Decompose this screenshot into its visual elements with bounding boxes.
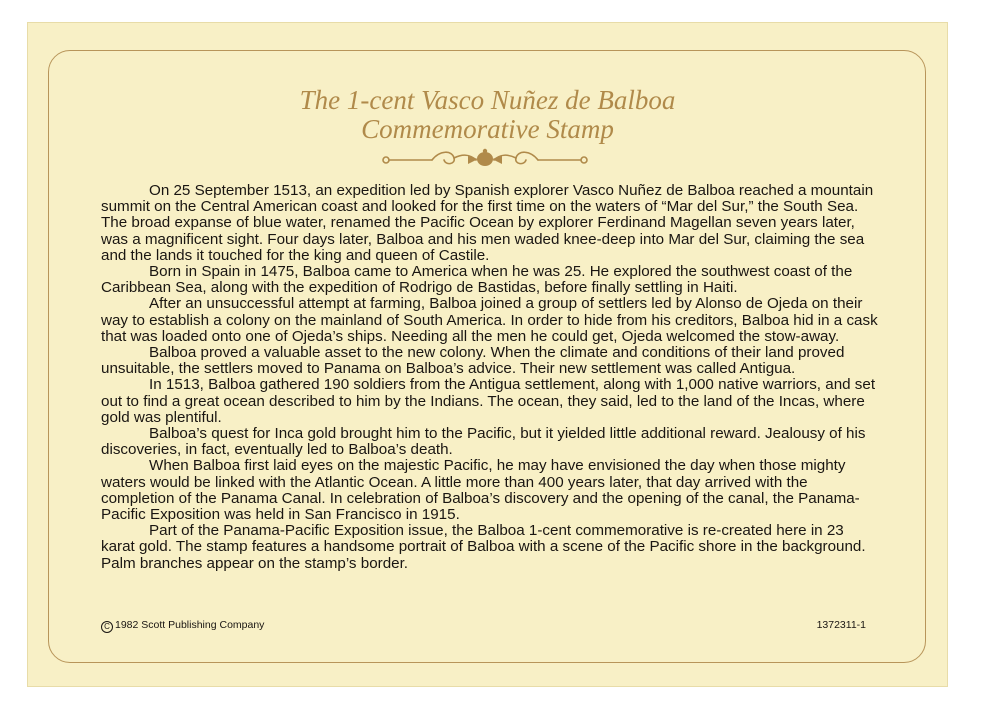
title-line-1: The 1-cent Vasco Nuñez de Balboa [299,85,676,115]
paragraph: Born in Spain in 1475, Balboa came to America when he was 25. He explored the southwest coast of the Caribbean Sea, along with the expedition of Rodrigo de Bastidas, before finally settling in Haiti. [101,263,853,297]
copyright-notice [101,619,264,633]
paragraph: When Balboa first laid eyes on the majestic Pacific, he may have envisioned the day when those mighty waters would be linked with the Atlantic Ocean. A little more than 400 years later, that day arrived with the completion of the Panama Canal. In celebration of Balboa’s discovery and the opening of the canal, the Panama-Pacific Exposition was held in San Francisco in 1915. [101,457,860,524]
paragraph: After an unsuccessful attempt at farming, Balboa joined a group of settlers led by Alonso de Ojeda on their way to establish a colony on the mainland of South America. In order to hide from his creditors, Balboa hid in a cask that was loaded onto one of Ojeda’s ships. Needing all the men he could get, Ojeda welcomed the stow-away. [101,295,878,345]
copyright-text: 1982 Scott Publishing Company [115,619,265,631]
paragraph: Balboa proved a valuable asset to the new colony. When the climate and conditions of their land proved unsuitable, the settlers moved to Panama on Balboa’s advice. Their new settlement was called Antigua. [101,344,845,378]
paragraph: In 1513, Balboa gathered 190 soldiers from the Antigua settlement, along with 1,000 native warriors, and set out to find a great ocean described to him by the Indians. The ocean, they said, led to the land of the Incas, where gold was plentiful. [101,376,876,426]
paragraph: On 25 September 1513, an expedition led by Spanish explorer Vasco Nuñez de Balboa reached a mountain summit on the Central American coast and looked for the first time on the waters of “Mar del Sur,” the South Sea. The broad expanse of blue water, renamed the Pacific Ocean by explorer Ferdinand Magellan seven years later, was a magnificent sight. Four days later, Balboa and his men waded knee-deep into Mar del Sur, claiming the sea and the lands it touched for the king and queen of Castile. [101,182,874,264]
flourish-ornament [380,148,590,170]
paragraph: Balboa’s quest for Inca gold brought him to the Pacific, but it yielded little additional reward. Jealousy of his discoveries, in fact, eventually led to Balboa’s death. [101,425,866,459]
title-line-2: Commemorative Stamp [361,114,614,144]
document-sheet [27,22,948,687]
paragraph: Part of the Panama-Pacific Exposition issue, the Balboa 1-cent commemorative is re-created here in 23 karat gold. The stamp features a handsome portrait of Balboa with a scene of the Pacific shore in the background. Palm branches appear on the stamp’s border. [101,522,866,572]
document-title [27,86,948,144]
copyright-icon: C [101,621,113,633]
body-text [101,183,879,572]
document-code: 1372311-1 [816,619,866,631]
